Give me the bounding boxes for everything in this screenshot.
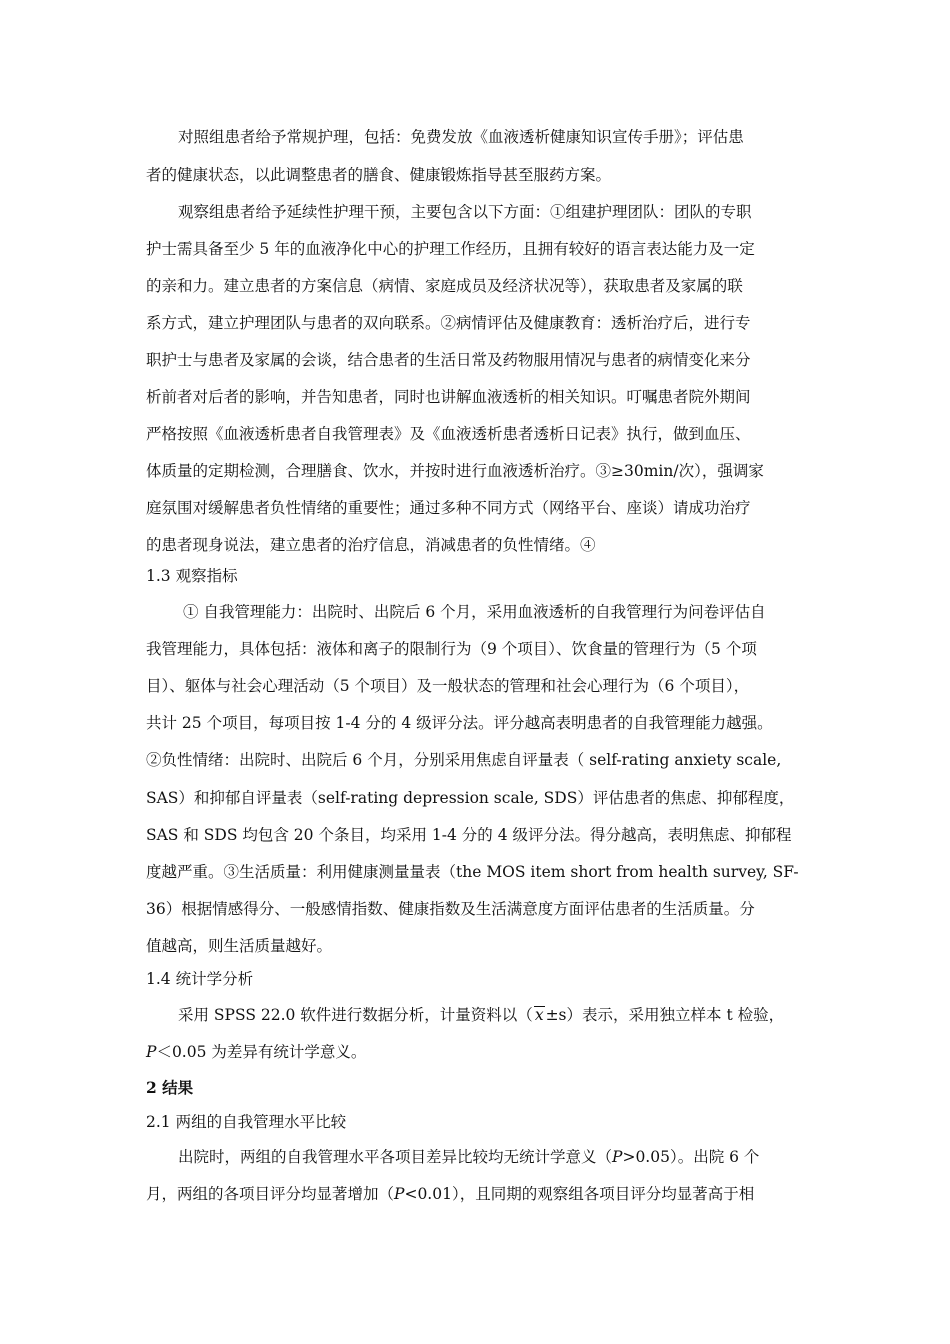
paragraph-line: 共计 25 个项目，每项目按 1-4 分的 4 级评分法。评分越高表明患者的自我管理能力越强。 [146, 714, 773, 732]
p-symbol: P [394, 1185, 405, 1203]
paragraph-line: ① 自我管理能力：出院时、出院后 6 个月，采用血液透析的自我管理行为问卷评估自 [183, 603, 766, 621]
paragraph-line: SAS 和 SDS 均包含 20 个条目，均采用 1-4 分的 4 级评分法。得分越高，表明焦虑、抑郁程 [146, 826, 792, 844]
paragraph-line: 值越高，则生活质量越好。 [146, 937, 333, 955]
paragraph-line: 庭氛围对缓解患者负性情绪的重要性；通过多种不同方式（网络平台、座谈）请成功治疗 [146, 499, 751, 517]
section-heading-2: 2 结果 [146, 1078, 194, 1097]
result-line [178, 1147, 759, 1167]
section-heading-1-4: 1.4 统计学分析 [146, 970, 254, 988]
section-heading-1-3: 1.3 观察指标 [146, 567, 238, 585]
stat-text-pre: 采用 SPSS 22.0 软件进行数据分析，计量资料以（ [178, 1006, 533, 1024]
paragraph-line: 我管理能力，具体包括：液体和离子的限制行为（9 个项目）、饮食量的管理行为（5 个项 [146, 640, 757, 658]
paragraph-line: 析前者对后者的影响，并告知患者，同时也讲解血液透析的相关知识。叮嘱患者院外期间 [146, 388, 751, 406]
result-text-post: <0.01），且同期的观察组各项目评分均显著高于相 [404, 1185, 755, 1203]
paragraph-line: 职护士与患者及家属的会谈，结合患者的生活日常及药物服用情况与患者的病情变化来分 [146, 351, 751, 369]
paragraph-line: 者的健康状态，以此调整患者的膳食、健康锻炼指导甚至服药方案。 [146, 166, 612, 184]
p-symbol: P [612, 1148, 623, 1166]
significance-text: ＜0.05 为差异有统计学意义。 [156, 1043, 367, 1061]
paragraph-line: 36）根据情感得分、一般感情指数、健康指数及生活满意度方面评估患者的生活质量。分 [146, 900, 755, 918]
paragraph-line: 严格按照《血液透析患者自我管理表》及《血液透析患者透析日记表》执行，做到血压、 [146, 425, 751, 443]
paragraph-line: 的亲和力。建立患者的方案信息（病情、家庭成员及经济状况等），获取患者及家属的联 [146, 277, 743, 295]
paragraph-line: 目）、躯体与社会心理活动（5 个项目）及一般状态的管理和社会心理行为（6 个项目）， [146, 677, 750, 695]
paragraph-line: SAS）和抑郁自评量表（self-rating depression scale, SDS）评估患者的焦虑、抑郁程度， [146, 789, 795, 807]
result-text-pre: 月，两组的各项目评分均显著增加（ [146, 1185, 395, 1203]
result-text-pre: 出院时，两组的自我管理水平各项目差异比较均无统计学意义（ [178, 1148, 613, 1166]
p-symbol: P [146, 1043, 157, 1061]
paragraph-line: 系方式，建立护理团队与患者的双向联系。②病情评估及健康教育：透析治疗后，进行专 [146, 314, 751, 332]
paragraph-line: 观察组患者给予延续性护理干预，主要包含以下方面：①组建护理团队：团队的专职 [178, 203, 752, 221]
result-line [146, 1184, 754, 1204]
paragraph-line: 度越严重。③生活质量：利用健康测量量表（the MOS item short from health survey, SF- [146, 863, 799, 881]
stat-text-post: ）表示，采用独立样本 t 检验， [566, 1006, 785, 1024]
paragraph-line: 护士需具备至少 5 年的血液净化中心的护理工作经历，且拥有较好的语言表达能力及一定 [146, 240, 755, 258]
subsection-heading-2-1: 2.1 两组的自我管理水平比较 [146, 1113, 347, 1131]
paragraph-line: ②负性情绪：出院时、出院后 6 个月，分别采用焦虑自评量表（ self-rating anxiety scale, [146, 751, 782, 769]
stat-method-line [178, 1005, 784, 1025]
paragraph-line: 对照组患者给予常规护理，包括：免费发放《血液透析健康知识宣传手册》；评估患 [178, 128, 744, 146]
mean-symbol: x [534, 1006, 544, 1024]
pm-symbol: ±s [545, 1006, 567, 1024]
significance-line [146, 1042, 366, 1062]
paragraph-line: 体质量的定期检测，合理膳食、饮水，并按时进行血液透析治疗。③≥30min/次），强调家 [146, 462, 764, 480]
paragraph-line: 的患者现身说法，建立患者的治疗信息，消减患者的负性情绪。④ [146, 536, 596, 554]
result-text-post: >0.05）。出院 6 个 [622, 1148, 760, 1166]
